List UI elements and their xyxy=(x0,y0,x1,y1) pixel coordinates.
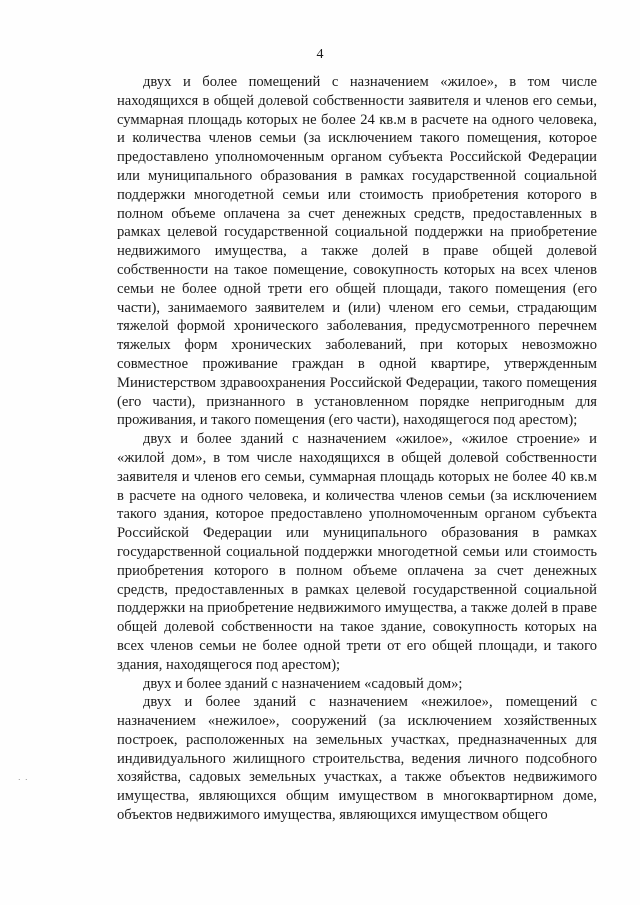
document-body xyxy=(117,73,597,825)
margin-mark: . . xyxy=(18,772,29,782)
paragraph-nonresidential: двух и более зданий с назначением «нежилое», помещений с назначением «нежилое», сооружений (за исключением хозяйственных построек, расположенных на земельных участках, предназначенных для индивидуального жилищного строительства, ведения личного подсобного хозяйства, садовых земельных участках, а также объектов недвижимого имущества, являющихся общим имуществом в многоквартирном доме, объектов недвижимого имущества, являющихся имуществом общего xyxy=(117,694,597,824)
page-number: 4 xyxy=(316,47,324,62)
paragraph-residential-premises: двух и более помещений с назначением «жилое», в том числе находящихся в общей долевой собственности заявителя и членов его семьи, суммарная площадь которых не более 24 кв.м в расчете на одного человека, и количества членов семьи (за исключением такого помещения, которое предоставлено уполномоченным органом субъекта Российской Федерации или муниципального образования в рамках государственной социальной поддержки многодетной семьи или стоимость приобретения которого в полном объеме оплачена за счет денежных средств, предоставленных в рамках целевой государственной социальной поддержки на приобретение недвижимого имущества, а также долей в праве общей долевой собственности на такое помещение, совокупность которых на всех членов семьи не более одной трети его общей площади, такого помещения (его части), занимаемого заявителем и (или) членом его семьи, страдающим тяжелой формой хронического заболевания, предусмотренного перечнем тяжелых форм хронических заболеваний, при которых невозможно совместное проживание граждан в одной квартире, утвержденным Министерством здравоохранения Российской Федерации, такого помещения (его части), признанного в установленном порядке непригодным для проживания, и такого помещения (его части), находящегося под арестом); xyxy=(117,74,597,429)
paragraph-garden-houses: двух и более зданий с назначением «садовый дом»; xyxy=(143,675,463,692)
paragraph-residential-buildings: двух и более зданий с назначением «жилое», «жилое строение» и «жилой дом», в том числе находящихся в общей долевой собственности заявителя и членов его семьи, суммарная площадь которых не более 40 кв.м в расчете на одного человека, и количества членов семьи (за исключением такого здания, которое предоставлено уполномоченным органом субъекта Российской Федерации или муниципального образования в рамках государственной социальной поддержки многодетной семьи или стоимость приобретения которого в полном объеме оплачена за счет денежных средств, предоставленных в рамках целевой государственной социальной поддержки на приобретение недвижимого имущества, а также долей в праве общей долевой собственности на такое здание, совокупность которых на всех членов семьи не более одной трети от его общей площади, и такого здания, находящегося под арестом); xyxy=(117,431,597,673)
